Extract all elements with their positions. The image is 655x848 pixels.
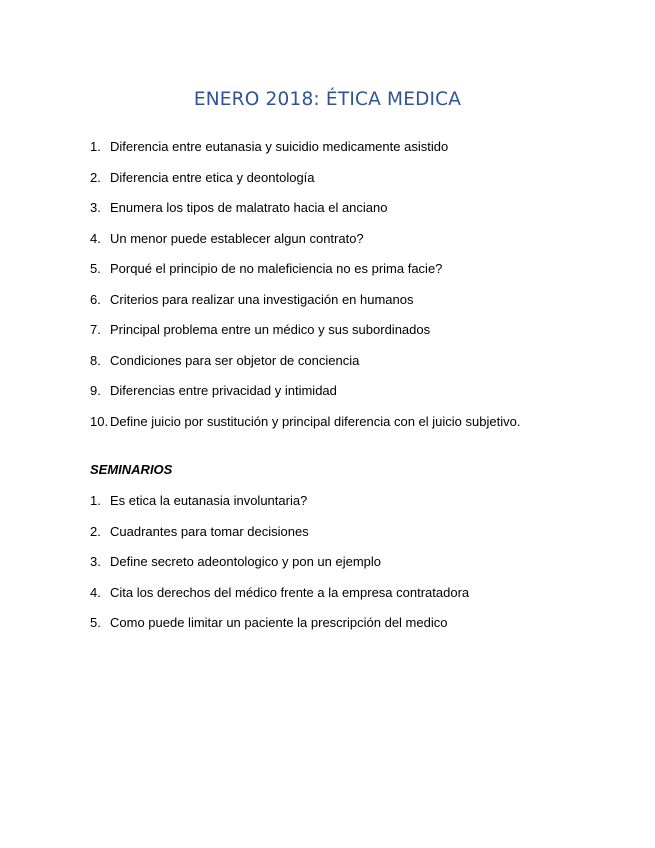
item-number: 2. <box>90 169 101 185</box>
document-title: ENERO 2018: ÉTICA MEDICA <box>193 89 462 110</box>
item-text: Criterios para realizar una investigación en humanos <box>110 291 414 307</box>
item-text: Cita los derechos del médico frente a la empresa contratadora <box>110 584 470 600</box>
list-item <box>90 139 610 170</box>
item-number: 1. <box>90 493 101 508</box>
item-number: 4. <box>90 230 101 246</box>
list-item <box>90 170 610 201</box>
list-item <box>90 231 610 262</box>
list-item <box>90 615 610 646</box>
seminars-list <box>90 493 610 646</box>
list-item <box>90 554 610 585</box>
item-text: Enumera los tipos de malatrato hacia el anciano <box>110 200 388 215</box>
item-text: Define secreto adeontologico y pon un ejemplo <box>110 554 382 569</box>
item-text: Condiciones para ser objetor de conciencia <box>110 352 360 368</box>
item-number: 1. <box>90 139 101 154</box>
item-text: Un menor puede establecer algun contrato? <box>110 230 364 246</box>
item-number: 10. <box>90 413 109 429</box>
item-text: Principal problema entre un médico y sus subordinados <box>110 322 431 337</box>
item-number: 7. <box>90 322 101 337</box>
item-text: Cuadrantes para tomar decisiones <box>110 523 309 539</box>
list-item <box>90 493 610 524</box>
list-item <box>90 414 610 445</box>
item-text: Es etica la eutanasia involuntaria? <box>110 493 308 508</box>
list-item <box>90 322 610 353</box>
questions-list <box>90 139 610 444</box>
item-number: 5. <box>90 261 101 276</box>
list-item <box>90 292 610 323</box>
list-item <box>90 383 610 414</box>
item-number: 5. <box>90 615 101 630</box>
item-number: 6. <box>90 291 101 307</box>
list-item <box>90 353 610 384</box>
item-number: 3. <box>90 200 101 215</box>
item-text: Define juicio por sustitución y principal diferencia con el juicio subjetivo. <box>110 413 521 429</box>
list-item <box>90 585 610 616</box>
item-text: Porqué el principio de no maleficiencia no es prima facie? <box>110 261 443 276</box>
item-number: 2. <box>90 523 101 539</box>
item-number: 4. <box>90 584 101 600</box>
item-text: Diferencia entre eutanasia y suicidio medicamente asistido <box>110 139 449 154</box>
item-text: Diferencias entre privacidad y intimidad <box>110 383 337 398</box>
list-item <box>90 261 610 292</box>
item-number: 8. <box>90 352 101 368</box>
item-text: Como puede limitar un paciente la prescripción del medico <box>110 615 448 630</box>
item-text: Diferencia entre etica y deontología <box>110 169 315 185</box>
item-number: 9. <box>90 383 101 398</box>
list-item <box>90 524 610 555</box>
seminars-heading: SEMINARIOS <box>90 462 173 477</box>
list-item <box>90 200 610 231</box>
item-number: 3. <box>90 554 101 569</box>
